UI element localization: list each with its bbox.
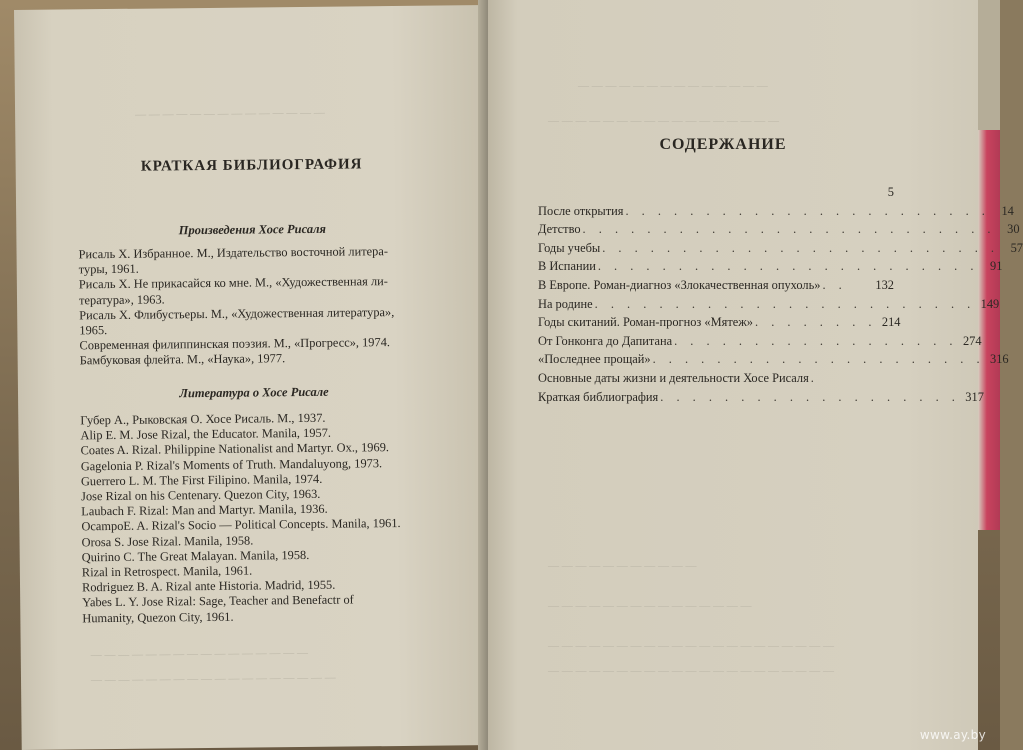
bleed-through-text: — — — — — — — — — — — — — — — — — — — — — xyxy=(548,640,834,652)
bleed-through-text: — — — — — — — — — — — — — — — — xyxy=(90,646,309,662)
works-list xyxy=(78,243,479,369)
toc-row: 5 xyxy=(887,185,894,199)
toc-row: От Гонконга до Дапитана . . . . . . . . . . . . . . . . . . 274 xyxy=(538,333,982,348)
left-page xyxy=(14,5,494,750)
bibliography-entry: Губер А., Рыковская О. Хосе Рисаль. М., 1937. xyxy=(80,410,326,428)
bibliography-entry: Рисаль Х. Не прикасайся ко мне. М., «Художественная ли- тература», 1963. xyxy=(78,274,388,307)
bibliography-entry: Coates A. Rizal. Philippine Nationalist and Martyr. Ox., 1969. xyxy=(80,440,390,458)
right-page xyxy=(488,0,1023,750)
toc-row: В Испании . . . . . . . . . . . . . . . . . . . . . . . . 91 xyxy=(538,259,1003,274)
bibliography-entry: Alip E. M. Jose Rizal, the Educator. Manila, 1957. xyxy=(80,425,332,443)
toc-row: В Европе. Роман-диагноз «Злокачественная опухоль» . . 132 xyxy=(538,277,894,292)
toc-row: «Последнее прощай» . . . . . . . . . . . . . . . . . . . . . 316 xyxy=(538,352,1009,367)
site-watermark: www.ay.by xyxy=(919,728,986,742)
literature-list xyxy=(80,409,482,626)
toc-row: После открытия . . . . . . . . . . . . . . . . . . . . . . . 14 xyxy=(538,203,1014,218)
red-book-edge xyxy=(978,130,1000,530)
bleed-through-text: — — — — — — — — — — — — — — — — — — — — — xyxy=(548,665,834,677)
bibliography-entry: Laubach F. Rizal: Man and Martyr. Manila, 1936. xyxy=(81,501,328,519)
bibliography-entry: Yabes L. Y. Jose Rizal: Sage, Teacher and Benefactr of Humanity, Quezon City, 1961. xyxy=(82,592,354,625)
bleed-through-text: — — — — — — — — — — — — — — xyxy=(578,80,768,92)
contents-title: СОДЕРЖАНИЕ xyxy=(659,136,787,153)
toc-row: Основные даты жизни и деятельности Хосе Рисаля . xyxy=(538,370,819,385)
bleed-through-text: — — — — — — — — — — — — — — — — — xyxy=(548,115,779,127)
bibliography-entry: Gagelonia P. Rizal's Moments of Truth. Mandaluyong, 1973. xyxy=(80,455,383,473)
bibliography-entry: Quirino C. The Great Malayan. Manila, 1958. xyxy=(81,547,310,565)
bleed-through-text: — — — — — — — — — — — xyxy=(548,560,697,572)
bleed-through-text: — — — — — — — — — — — — — — — xyxy=(548,600,752,612)
toc-row: Краткая библиография . . . . . . . . . . . . . . . . . . . 317 xyxy=(538,389,984,404)
bibliography-entry: Rizal in Retrospect. Manila, 1961. xyxy=(81,563,253,580)
bibliography-entry: Rodriguez B. A. Rizal ante Historia. Madrid, 1955. xyxy=(81,577,336,595)
bibliography-entry: Рисаль Х. Флибустьеры. М., «Художественная литература», 1965. xyxy=(79,304,395,338)
toc-row: На родине . . . . . . . . . . . . . . . . . . . . . . . . 149 xyxy=(538,296,1000,311)
bibliography-entry: Рисаль Х. Избранное. М., Издательство восточной литера- туры, 1961. xyxy=(78,244,388,277)
bibliography-title: КРАТКАЯ БИБЛИОГРАФИЯ xyxy=(140,156,363,175)
bibliography-entry: Jose Rizal on his Centenary. Quezon City, 1963. xyxy=(81,486,321,504)
bibliography-entry: OcampoE. A. Rizal's Socio — Political Concepts. Manila, 1961. xyxy=(81,516,401,534)
bibliography-entry: Guerrero L. M. The First Filipino. Manila, 1974. xyxy=(80,471,323,489)
bibliography-entry: Бамбуковая флейта. М., «Наука», 1977. xyxy=(79,351,286,368)
bibliography-entry: Современная филиппинская поэзия. М., «Прогресс», 1974. xyxy=(79,335,391,353)
bibliography-entry: Orosa S. Jose Rizal. Manila, 1958. xyxy=(81,533,254,549)
toc-row: Годы учебы . . . . . . . . . . . . . . . . . . . . . . . . . 57 xyxy=(538,240,1023,255)
table-of-contents xyxy=(538,185,1023,408)
works-section-title: Произведения Хосе Рисаля xyxy=(178,221,327,238)
toc-row: Годы скитаний. Роман-прогноз «Мятеж» . . . . . . . . 214 xyxy=(538,315,901,330)
bleed-through-text: — — — — — — — — — — — — — — — — — — xyxy=(90,671,336,687)
bleed-through-text: — — — — — — — — — — — — — — xyxy=(135,106,325,121)
toc-row: Детство . . . . . . . . . . . . . . . . . . . . . . . . . . 30 xyxy=(538,222,1020,237)
literature-section-title: Литература о Хосе Рисале xyxy=(179,384,329,401)
